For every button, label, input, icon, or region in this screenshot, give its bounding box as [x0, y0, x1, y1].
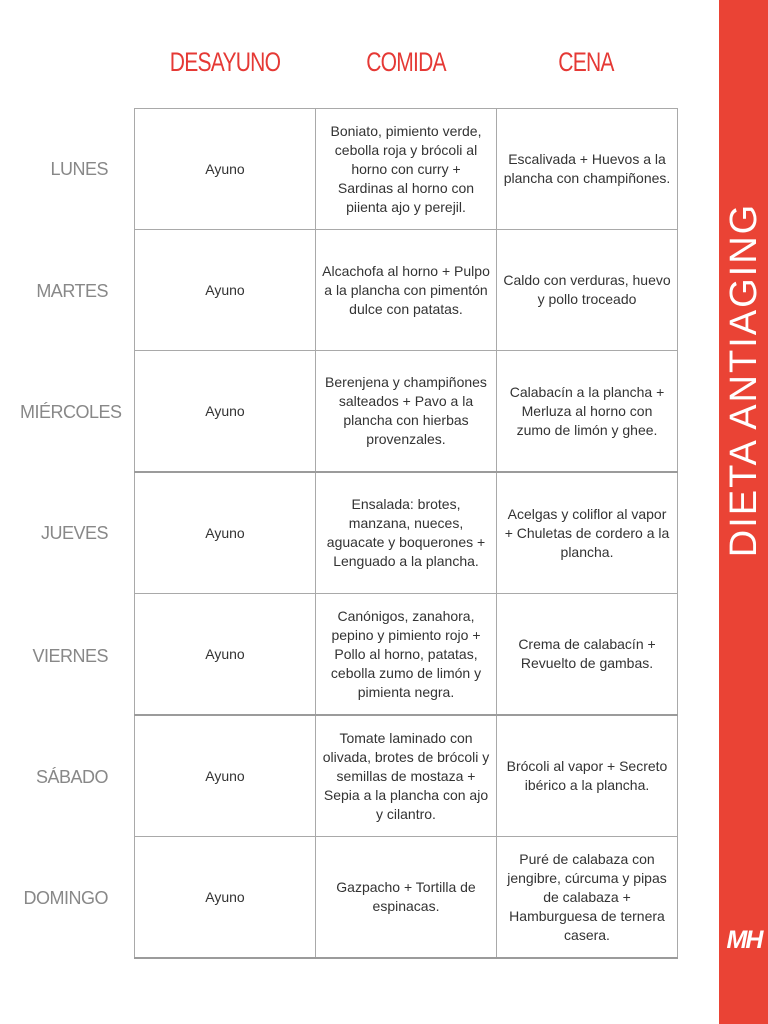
cena-cell — [497, 837, 678, 959]
desayuno-cell — [135, 230, 316, 351]
comida-text: Tomate laminado con olivada, brotes de brócoli y semillas de mostaza + Sepia a la plancha con ajo y cilantro. — [322, 729, 490, 822]
comida-cell — [316, 351, 497, 473]
table-row — [135, 472, 678, 594]
cena-cell — [497, 109, 678, 230]
desayuno-text: Ayuno — [205, 645, 245, 662]
desayuno-text: Ayuno — [205, 767, 245, 784]
comida-text: Boniato, pimiento verde, cebolla roja y brócoli al horno con curry + Sardinas al horno con piienta ajo y perejil. — [330, 122, 482, 215]
day-label-martes: MARTES — [36, 281, 108, 301]
cena-cell — [497, 594, 678, 716]
cena-text: Calabacín a la plancha + Merluza al horno con zumo de limón y ghee. — [509, 383, 665, 438]
cena-text: Acelgas y coliflor al vapor + Chuletas de cordero a la plancha. — [504, 505, 670, 560]
desayuno-text: Ayuno — [205, 160, 245, 177]
desayuno-cell — [135, 351, 316, 473]
cena-text: Crema de calabacín + Revuelto de gambas. — [518, 636, 656, 671]
comida-text: Gazpacho + Tortilla de espinacas. — [336, 879, 476, 914]
day-label-lunes: LUNES — [50, 159, 108, 179]
comida-text: Canónigos, zanahora, pepino y pimiento rojo + Pollo al horno, patatas, cebolla zumo de limón y pimienta negra. — [330, 607, 482, 700]
table-row — [135, 230, 678, 351]
meal-plan-table — [134, 108, 678, 959]
cena-cell — [497, 472, 678, 594]
table-row — [135, 351, 678, 473]
mh-logo: MH — [726, 926, 762, 954]
desayuno-cell — [135, 472, 316, 594]
day-label-domingo: DOMINGO — [23, 888, 108, 908]
desayuno-cell — [135, 837, 316, 959]
cena-cell — [497, 351, 678, 473]
table-row — [135, 715, 678, 837]
cena-text: Caldo con verduras, huevo y pollo troceado — [503, 272, 671, 307]
comida-text: Ensalada: brotes, manzana, nueces, aguacate y boquerones + Lenguado a la plancha. — [326, 496, 486, 569]
desayuno-text: Ayuno — [205, 402, 245, 419]
comida-cell — [316, 594, 497, 716]
comida-cell — [316, 109, 497, 230]
cena-text: Escalivada + Huevos a la plancha con champiñones. — [503, 151, 671, 186]
day-label-miercoles: MIÉRCOLES — [20, 402, 122, 422]
desayuno-cell — [135, 715, 316, 837]
cena-cell — [497, 230, 678, 351]
cena-text: Puré de calabaza con jengibre, cúrcuma y pipas de calabaza + Hamburguesa de ternera casera. — [507, 850, 667, 943]
desayuno-cell — [135, 594, 316, 716]
desayuno-text: Ayuno — [205, 281, 245, 298]
cena-cell — [497, 715, 678, 837]
diet-title: DIETA ANTIAGING — [723, 202, 765, 558]
cena-text: Brócoli al vapor + Secreto ibérico a la plancha. — [506, 758, 668, 793]
desayuno-text: Ayuno — [205, 524, 245, 541]
column-header-comida: COMIDA — [366, 47, 446, 77]
day-label-jueves: JUEVES — [40, 523, 108, 543]
desayuno-cell — [135, 109, 316, 230]
column-header-cena: CENA — [558, 47, 614, 77]
comida-cell — [316, 230, 497, 351]
table-row — [135, 837, 678, 959]
comida-text: Alcachofa al horno + Pulpo a la plancha con pimentón dulce con patatas. — [322, 262, 490, 317]
table-row — [135, 594, 678, 716]
comida-cell — [316, 715, 497, 837]
comida-cell — [316, 472, 497, 594]
column-header-desayuno: DESAYUNO — [169, 47, 281, 77]
comida-text: Berenjena y champiñones salteados + Pavo a la plancha con hierbas provenzales. — [325, 374, 487, 447]
day-label-sabado: SÁBADO — [35, 767, 108, 787]
table-row — [135, 109, 678, 230]
desayuno-text: Ayuno — [205, 888, 245, 905]
comida-cell — [316, 837, 497, 959]
day-label-viernes: VIERNES — [32, 646, 108, 666]
